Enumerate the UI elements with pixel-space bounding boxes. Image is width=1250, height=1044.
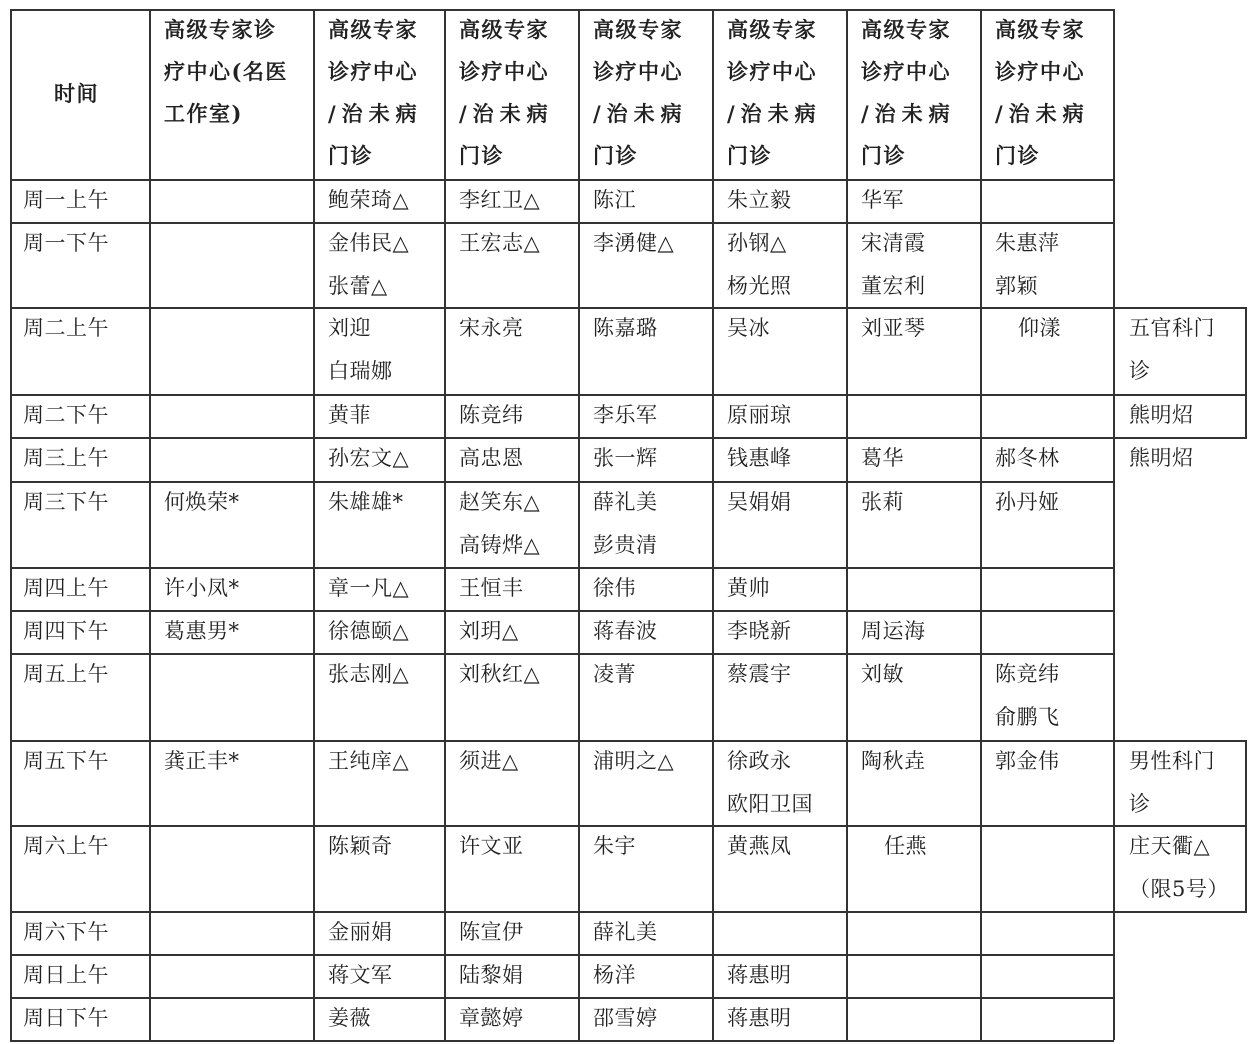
cell-text: 蒋文军 bbox=[328, 963, 393, 987]
doctor-cell bbox=[164, 740, 240, 783]
doctor-cell bbox=[861, 740, 926, 783]
doctor-cell bbox=[593, 740, 674, 783]
doctor-cell bbox=[995, 437, 1060, 480]
cell-text: 男性科门 bbox=[1129, 749, 1215, 773]
cell-text: 章一凡△ bbox=[328, 576, 410, 600]
doctor-cell bbox=[727, 825, 792, 868]
cell-text: 诊 bbox=[1129, 359, 1151, 383]
cell-text: 张莉 bbox=[861, 490, 904, 514]
header-text: 工作室) bbox=[164, 101, 243, 126]
cell-text: 周五下午 bbox=[23, 749, 109, 773]
cell-text: 张志刚△ bbox=[328, 662, 410, 686]
doctor-cell bbox=[727, 954, 792, 997]
cell-text: 孙丹娅 bbox=[995, 490, 1060, 514]
cell-text: 陈嘉璐 bbox=[593, 316, 658, 340]
header-text: 高级专家 bbox=[995, 17, 1085, 42]
grid-hline bbox=[10, 911, 1114, 913]
doctor-cell bbox=[459, 610, 519, 653]
doctor-cell bbox=[727, 222, 792, 308]
header-text: 门诊 bbox=[328, 143, 373, 168]
header-text: 门诊 bbox=[861, 143, 906, 168]
cell-text: 鲍荣琦△ bbox=[328, 188, 410, 212]
grid-hline bbox=[10, 1040, 1114, 1042]
cell-text: 宋永亮 bbox=[459, 316, 524, 340]
cell-text: 黄菲 bbox=[328, 403, 371, 427]
grid-hline bbox=[10, 954, 1114, 956]
cell-text: 金伟民△ bbox=[328, 231, 410, 255]
header-col1 bbox=[164, 9, 288, 135]
cell-text: 朱雄雄* bbox=[328, 490, 404, 514]
grid-vline bbox=[1245, 740, 1247, 911]
header-text: /治未病 bbox=[328, 101, 423, 126]
doctor-cell bbox=[861, 653, 904, 696]
doctor-cell bbox=[727, 437, 792, 480]
cell-text: 黄帅 bbox=[727, 576, 770, 600]
doctor-cell bbox=[328, 222, 409, 308]
header-text: 诊疗中心 bbox=[995, 59, 1085, 84]
cell-text: 周六上午 bbox=[23, 834, 109, 858]
cell-text: 郭金伟 bbox=[995, 749, 1060, 773]
grid-vline bbox=[1113, 9, 1115, 1040]
clinic-cell bbox=[1129, 825, 1229, 911]
cell-text: 朱惠萍 bbox=[995, 231, 1060, 255]
header-text: 高级专家 bbox=[861, 17, 951, 42]
cell-text: 朱宇 bbox=[593, 834, 636, 858]
doctor-cell bbox=[328, 307, 393, 393]
doctor-cell bbox=[1018, 307, 1061, 350]
doctor-cell bbox=[328, 653, 409, 696]
cell-text: 仰漾 bbox=[1018, 316, 1061, 340]
header-text: /治未病 bbox=[995, 101, 1090, 126]
cell-text: 龚正丰* bbox=[164, 749, 240, 773]
doctor-cell bbox=[328, 610, 409, 653]
doctor-cell bbox=[164, 481, 240, 524]
time-slot bbox=[23, 610, 109, 653]
header-text: 时间 bbox=[54, 81, 99, 106]
doctor-cell bbox=[593, 394, 658, 437]
cell-text: 许小凤* bbox=[164, 576, 240, 600]
grid-hline bbox=[10, 437, 1114, 439]
doctor-cell bbox=[459, 740, 519, 783]
cell-text: 王纯庠△ bbox=[328, 749, 410, 773]
clinic-cell bbox=[1129, 394, 1194, 437]
header-text: 高级专家诊 bbox=[164, 17, 277, 42]
cell-text: （限5号） bbox=[1129, 877, 1229, 901]
cell-text: 蔡震宇 bbox=[727, 662, 792, 686]
cell-text: 华军 bbox=[861, 188, 904, 212]
doctor-cell bbox=[727, 307, 770, 350]
cell-text: 杨光照 bbox=[727, 274, 792, 298]
cell-text: 张一辉 bbox=[593, 446, 658, 470]
cell-text: 姜薇 bbox=[328, 1006, 371, 1030]
doctor-cell bbox=[727, 653, 792, 696]
cell-text: 须进△ bbox=[459, 749, 519, 773]
doctor-cell bbox=[593, 610, 658, 653]
cell-text: 董宏利 bbox=[861, 274, 926, 298]
cell-text: 薛礼美 bbox=[593, 920, 658, 944]
doctor-cell bbox=[459, 222, 540, 265]
grid-hline bbox=[10, 179, 1114, 181]
cell-text: 章懿婷 bbox=[459, 1006, 524, 1030]
doctor-cell bbox=[884, 825, 927, 868]
cell-text: 刘敏 bbox=[861, 662, 904, 686]
doctor-cell bbox=[727, 997, 792, 1040]
header-text: 门诊 bbox=[995, 143, 1040, 168]
doctor-cell bbox=[459, 567, 524, 610]
header-text: 门诊 bbox=[459, 143, 504, 168]
header-col4 bbox=[593, 9, 688, 177]
cell-text: 周五上午 bbox=[23, 662, 109, 686]
cell-text: 宋清霞 bbox=[861, 231, 926, 255]
doctor-cell bbox=[593, 307, 658, 350]
cell-text: 徐德颐△ bbox=[328, 619, 410, 643]
doctor-cell bbox=[459, 394, 524, 437]
doctor-cell bbox=[861, 437, 904, 480]
cell-text: 陈宣伊 bbox=[459, 920, 524, 944]
doctor-cell bbox=[995, 740, 1060, 783]
cell-text: 周四下午 bbox=[23, 619, 109, 643]
doctor-cell bbox=[727, 740, 813, 826]
cell-text: 吴冰 bbox=[727, 316, 770, 340]
cell-text: 蒋惠明 bbox=[727, 963, 792, 987]
header-col2 bbox=[328, 9, 423, 177]
clinic-cell bbox=[1129, 740, 1215, 826]
doctor-cell bbox=[593, 997, 658, 1040]
cell-text: 钱惠峰 bbox=[727, 446, 792, 470]
grid-vline bbox=[578, 9, 580, 1040]
doctor-cell bbox=[328, 481, 404, 524]
cell-text: 任燕 bbox=[884, 834, 927, 858]
doctor-cell bbox=[727, 567, 770, 610]
cell-text: 高忠恩 bbox=[459, 446, 524, 470]
doctor-cell bbox=[593, 911, 658, 954]
cell-text: 李乐军 bbox=[593, 403, 658, 427]
grid-vline bbox=[1245, 307, 1247, 437]
header-text: 诊疗中心 bbox=[328, 59, 418, 84]
doctor-cell bbox=[459, 911, 524, 954]
cell-text: 郭颖 bbox=[995, 274, 1038, 298]
cell-text: 李湧健△ bbox=[593, 231, 675, 255]
cell-text: 李红卫△ bbox=[459, 188, 541, 212]
grid-hline bbox=[10, 307, 1114, 309]
time-slot bbox=[23, 997, 109, 1040]
header-col5 bbox=[727, 9, 822, 177]
cell-text: 原丽琼 bbox=[727, 403, 792, 427]
cell-text: 周二上午 bbox=[23, 316, 109, 340]
cell-text: 欧阳卫国 bbox=[727, 792, 813, 816]
cell-text: 刘玥△ bbox=[459, 619, 519, 643]
cell-text: 吴娟娟 bbox=[727, 490, 792, 514]
cell-text: 周日下午 bbox=[23, 1006, 109, 1030]
doctor-cell bbox=[459, 437, 524, 480]
doctor-cell bbox=[459, 997, 524, 1040]
time-slot bbox=[23, 954, 109, 997]
doctor-cell bbox=[593, 954, 636, 997]
cell-text: 周三上午 bbox=[23, 446, 109, 470]
cell-text: 赵笑东△ bbox=[459, 490, 541, 514]
cell-text: 周一下午 bbox=[23, 231, 109, 255]
cell-text: 薛礼美 bbox=[593, 490, 658, 514]
grid-hline bbox=[1113, 911, 1247, 913]
doctor-cell bbox=[995, 222, 1060, 308]
header-text: 疗中心(名医 bbox=[164, 59, 288, 84]
cell-text: 蒋惠明 bbox=[727, 1006, 792, 1030]
grid-vline bbox=[10, 9, 12, 1040]
cell-text: 金丽娟 bbox=[328, 920, 393, 944]
cell-text: 熊明炤 bbox=[1129, 403, 1194, 427]
doctor-cell bbox=[459, 481, 540, 567]
cell-text: 陈江 bbox=[593, 188, 636, 212]
doctor-cell bbox=[861, 481, 904, 524]
doctor-cell bbox=[593, 481, 658, 567]
header-text: /治未病 bbox=[861, 101, 956, 126]
doctor-cell bbox=[593, 567, 636, 610]
doctor-cell bbox=[727, 179, 792, 222]
doctor-cell bbox=[459, 954, 524, 997]
doctor-cell bbox=[861, 222, 926, 308]
cell-text: 邵雪婷 bbox=[593, 1006, 658, 1030]
cell-text: 高铸烨△ bbox=[459, 533, 541, 557]
cell-text: 彭贵清 bbox=[593, 533, 658, 557]
header-text: 高级专家 bbox=[593, 17, 683, 42]
cell-text: 何焕荣* bbox=[164, 490, 240, 514]
doctor-cell bbox=[861, 610, 926, 653]
clinic-cell bbox=[1129, 307, 1215, 393]
time-slot bbox=[23, 179, 109, 222]
doctor-cell bbox=[328, 179, 409, 222]
header-time bbox=[54, 73, 99, 115]
doctor-cell bbox=[995, 653, 1060, 739]
cell-text: 陈竞纬 bbox=[995, 662, 1060, 686]
grid-hline bbox=[10, 653, 1114, 655]
header-text: 诊疗中心 bbox=[593, 59, 683, 84]
cell-text: 朱立毅 bbox=[727, 188, 792, 212]
doctor-cell bbox=[593, 825, 636, 868]
header-text: 高级专家 bbox=[328, 17, 418, 42]
time-slot bbox=[23, 394, 109, 437]
cell-text: 郝冬林 bbox=[995, 446, 1060, 470]
grid-hline bbox=[10, 997, 1114, 999]
header-text: 诊疗中心 bbox=[459, 59, 549, 84]
doctor-cell bbox=[861, 179, 904, 222]
cell-text: 葛华 bbox=[861, 446, 904, 470]
cell-text: 俞鹏飞 bbox=[995, 705, 1060, 729]
cell-text: 孙钢△ bbox=[727, 231, 787, 255]
header-text: 高级专家 bbox=[727, 17, 817, 42]
grid-vline bbox=[313, 9, 315, 1040]
time-slot bbox=[23, 911, 109, 954]
header-col6 bbox=[861, 9, 956, 177]
doctor-cell bbox=[459, 179, 540, 222]
doctor-cell bbox=[593, 179, 636, 222]
doctor-cell bbox=[328, 825, 393, 868]
cell-text: 杨洋 bbox=[593, 963, 636, 987]
doctor-cell bbox=[328, 911, 393, 954]
time-slot bbox=[23, 653, 109, 696]
cell-text: 刘秋红△ bbox=[459, 662, 541, 686]
cell-text: 王恒丰 bbox=[459, 576, 524, 600]
doctor-cell bbox=[328, 740, 409, 783]
cell-text: 五官科门 bbox=[1129, 316, 1215, 340]
time-slot bbox=[23, 222, 109, 265]
header-text: /治未病 bbox=[459, 101, 554, 126]
time-slot bbox=[23, 307, 109, 350]
cell-text: 白瑞娜 bbox=[328, 359, 393, 383]
grid-vline bbox=[846, 9, 848, 1040]
doctor-cell bbox=[328, 394, 371, 437]
grid-hline bbox=[10, 825, 1114, 827]
cell-text: 孙宏文△ bbox=[328, 446, 410, 470]
time-slot bbox=[23, 481, 109, 524]
grid-vline bbox=[149, 9, 151, 1040]
cell-text: 刘迎 bbox=[328, 316, 371, 340]
doctor-cell bbox=[459, 307, 524, 350]
header-col3 bbox=[459, 9, 554, 177]
cell-text: 周日上午 bbox=[23, 963, 109, 987]
header-text: /治未病 bbox=[727, 101, 822, 126]
cell-text: 凌菁 bbox=[593, 662, 636, 686]
cell-text: 徐伟 bbox=[593, 576, 636, 600]
cell-text: 王宏志△ bbox=[459, 231, 541, 255]
cell-text: 庄天衢△ bbox=[1129, 834, 1211, 858]
time-slot bbox=[23, 437, 109, 480]
grid-hline bbox=[10, 222, 1114, 224]
cell-text: 陶秋垚 bbox=[861, 749, 926, 773]
cell-text: 葛惠男* bbox=[164, 619, 240, 643]
doctor-cell bbox=[328, 437, 409, 480]
header-text: 高级专家 bbox=[459, 17, 549, 42]
cell-text: 浦明之△ bbox=[593, 749, 675, 773]
doctor-cell bbox=[861, 307, 926, 350]
doctor-cell bbox=[995, 481, 1060, 524]
doctor-cell bbox=[727, 394, 792, 437]
time-slot bbox=[23, 567, 109, 610]
doctor-cell bbox=[328, 567, 409, 610]
cell-text: 徐政永 bbox=[727, 749, 792, 773]
cell-text: 熊明炤 bbox=[1129, 446, 1194, 470]
header-text: 诊疗中心 bbox=[727, 59, 817, 84]
cell-text: 陈竞纬 bbox=[459, 403, 524, 427]
cell-text: 张蕾△ bbox=[328, 274, 388, 298]
grid-hline bbox=[10, 394, 1114, 396]
doctor-cell bbox=[727, 610, 792, 653]
cell-text: 刘亚琴 bbox=[861, 316, 926, 340]
cell-text: 陈颖奇 bbox=[328, 834, 393, 858]
grid-vline bbox=[712, 9, 714, 1040]
doctor-cell bbox=[593, 437, 658, 480]
grid-vline bbox=[444, 9, 446, 1040]
doctor-cell bbox=[328, 997, 371, 1040]
doctor-cell bbox=[164, 567, 240, 610]
cell-text: 李晓新 bbox=[727, 619, 792, 643]
doctor-cell bbox=[328, 954, 393, 997]
header-text: /治未病 bbox=[593, 101, 688, 126]
doctor-cell bbox=[727, 481, 792, 524]
cell-text: 周运海 bbox=[861, 619, 926, 643]
cell-text: 蒋春波 bbox=[593, 619, 658, 643]
cell-text: 周四上午 bbox=[23, 576, 109, 600]
time-slot bbox=[23, 740, 109, 783]
header-text: 门诊 bbox=[593, 143, 638, 168]
clinic-cell bbox=[1129, 437, 1194, 480]
cell-text: 周三下午 bbox=[23, 490, 109, 514]
doctor-cell bbox=[164, 610, 240, 653]
time-slot bbox=[23, 825, 109, 868]
header-text: 门诊 bbox=[727, 143, 772, 168]
cell-text: 周二下午 bbox=[23, 403, 109, 427]
doctor-cell bbox=[593, 222, 674, 265]
cell-text: 诊 bbox=[1129, 792, 1151, 816]
cell-text: 许文亚 bbox=[459, 834, 524, 858]
cell-text: 陆黎娟 bbox=[459, 963, 524, 987]
header-col7 bbox=[995, 9, 1090, 177]
cell-text: 周六下午 bbox=[23, 920, 109, 944]
cell-text: 周一上午 bbox=[23, 188, 109, 212]
doctor-cell bbox=[459, 825, 524, 868]
doctor-cell bbox=[459, 653, 540, 696]
grid-vline bbox=[980, 9, 982, 1040]
cell-text: 黄燕凤 bbox=[727, 834, 792, 858]
doctor-cell bbox=[593, 653, 636, 696]
header-text: 诊疗中心 bbox=[861, 59, 951, 84]
